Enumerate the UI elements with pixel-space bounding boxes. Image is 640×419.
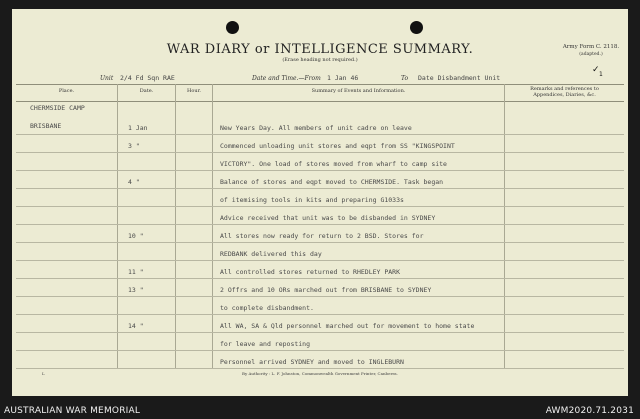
entry-date: 4 "	[128, 178, 140, 186]
punch-hole	[226, 21, 239, 34]
unit-value: 2/4 Fd Sqn RAE	[120, 74, 175, 82]
entry-text: All WA, SA & Qld personnel marched out for movement to home state	[220, 322, 475, 330]
entry-place: CHERMSIDE CAMP	[30, 104, 85, 112]
entry-text: to complete disbandment.	[220, 304, 314, 312]
column-divider	[212, 84, 213, 369]
table-top-rule	[16, 84, 624, 85]
entry-date: 14 "	[128, 322, 144, 330]
entry-text: REDBANK delivered this day	[220, 250, 322, 258]
unit-label: Unit	[100, 75, 114, 82]
ruled-line	[16, 278, 624, 279]
punch-hole	[410, 21, 423, 34]
entry-text: Personnel arrived SYDNEY and moved to INGLEBURN	[220, 358, 404, 366]
column-divider	[117, 84, 118, 369]
entry-text: All stores now ready for return to 2 BSD. Stores for	[220, 232, 424, 240]
entry-text: of itemising tools in kits and preparing G1033s	[220, 196, 404, 204]
ruled-line	[16, 296, 624, 297]
ruled-line	[16, 188, 624, 189]
entry-text: Balance of stores and eqpt moved to CHERMSIDE. Task began	[220, 178, 444, 186]
diary-page	[12, 9, 628, 396]
ruled-line	[16, 224, 624, 225]
entry-place: BRISBANE	[30, 122, 62, 130]
col-header-place: Place.	[58, 88, 75, 94]
table-header-rule	[16, 101, 624, 102]
entry-text: for leave and reposting	[220, 340, 311, 348]
entry-text: New Years Day. All members of unit cadre on leave	[220, 124, 412, 132]
ruled-line	[16, 134, 624, 135]
col-header-summary: Summary of Events and Information.	[311, 88, 406, 94]
form-title: WAR DIARY or INTELLIGENCE SUMMARY.	[166, 42, 474, 57]
entry-text: All controlled stores returned to RHEDLEY PARK	[220, 268, 401, 276]
entry-date: 10 "	[128, 232, 144, 240]
entry-date: 13 "	[128, 286, 144, 294]
column-divider	[504, 84, 505, 369]
entry-date: 1 Jan	[128, 124, 148, 132]
archive-reference: AWM2020.71.2031	[545, 406, 634, 416]
ruled-line	[16, 368, 624, 369]
army-form-number: Army Form C. 2118. (adapted.)	[562, 44, 620, 57]
entry-text: Advice received that unit was to be disbanded in SYDNEY	[220, 214, 436, 222]
ruled-line	[16, 242, 624, 243]
col-header-remarks: Remarks and references to Appendices, Diaries, &c.	[530, 86, 599, 98]
entry-text: Commenced unloading unit stores and eqpt from SS "KINGSPOINT	[220, 142, 455, 150]
col-header-date: Date.	[139, 88, 154, 94]
ruled-line	[16, 206, 624, 207]
entry-date: 11 "	[128, 268, 144, 276]
column-divider	[175, 84, 176, 369]
to-label: To	[401, 75, 409, 82]
entry-text: VICTORY". One load of stores moved from wharf to camp site	[220, 160, 447, 168]
ruled-line	[16, 314, 624, 315]
from-value: 1 Jan 46	[327, 74, 359, 82]
ruled-line	[16, 260, 624, 261]
ruled-line	[16, 170, 624, 171]
handwritten-mark: ✓	[592, 65, 600, 75]
footer-mark: L	[42, 371, 45, 376]
ruled-line	[16, 152, 624, 153]
archive-caption: AUSTRALIAN WAR MEMORIAL	[4, 406, 141, 416]
date-time-label: Date and Time.—From	[252, 75, 321, 82]
to-value: Date Disbandment Unit	[418, 74, 501, 82]
form-subtitle: (Erase heading not required.)	[282, 57, 358, 63]
col-header-hour: Hour.	[186, 88, 202, 94]
entry-date: 3 "	[128, 142, 140, 150]
handwritten-mark: 1	[599, 71, 603, 78]
entry-text: 2 Offrs and 10 ORs marched out from BRISBANE to SYDNEY	[220, 286, 432, 294]
printer-imprint: By Authority : L. F. Johnston, Commonwealth Government Printer, Canberra.	[242, 371, 398, 376]
ruled-line	[16, 332, 624, 333]
ruled-line	[16, 350, 624, 351]
